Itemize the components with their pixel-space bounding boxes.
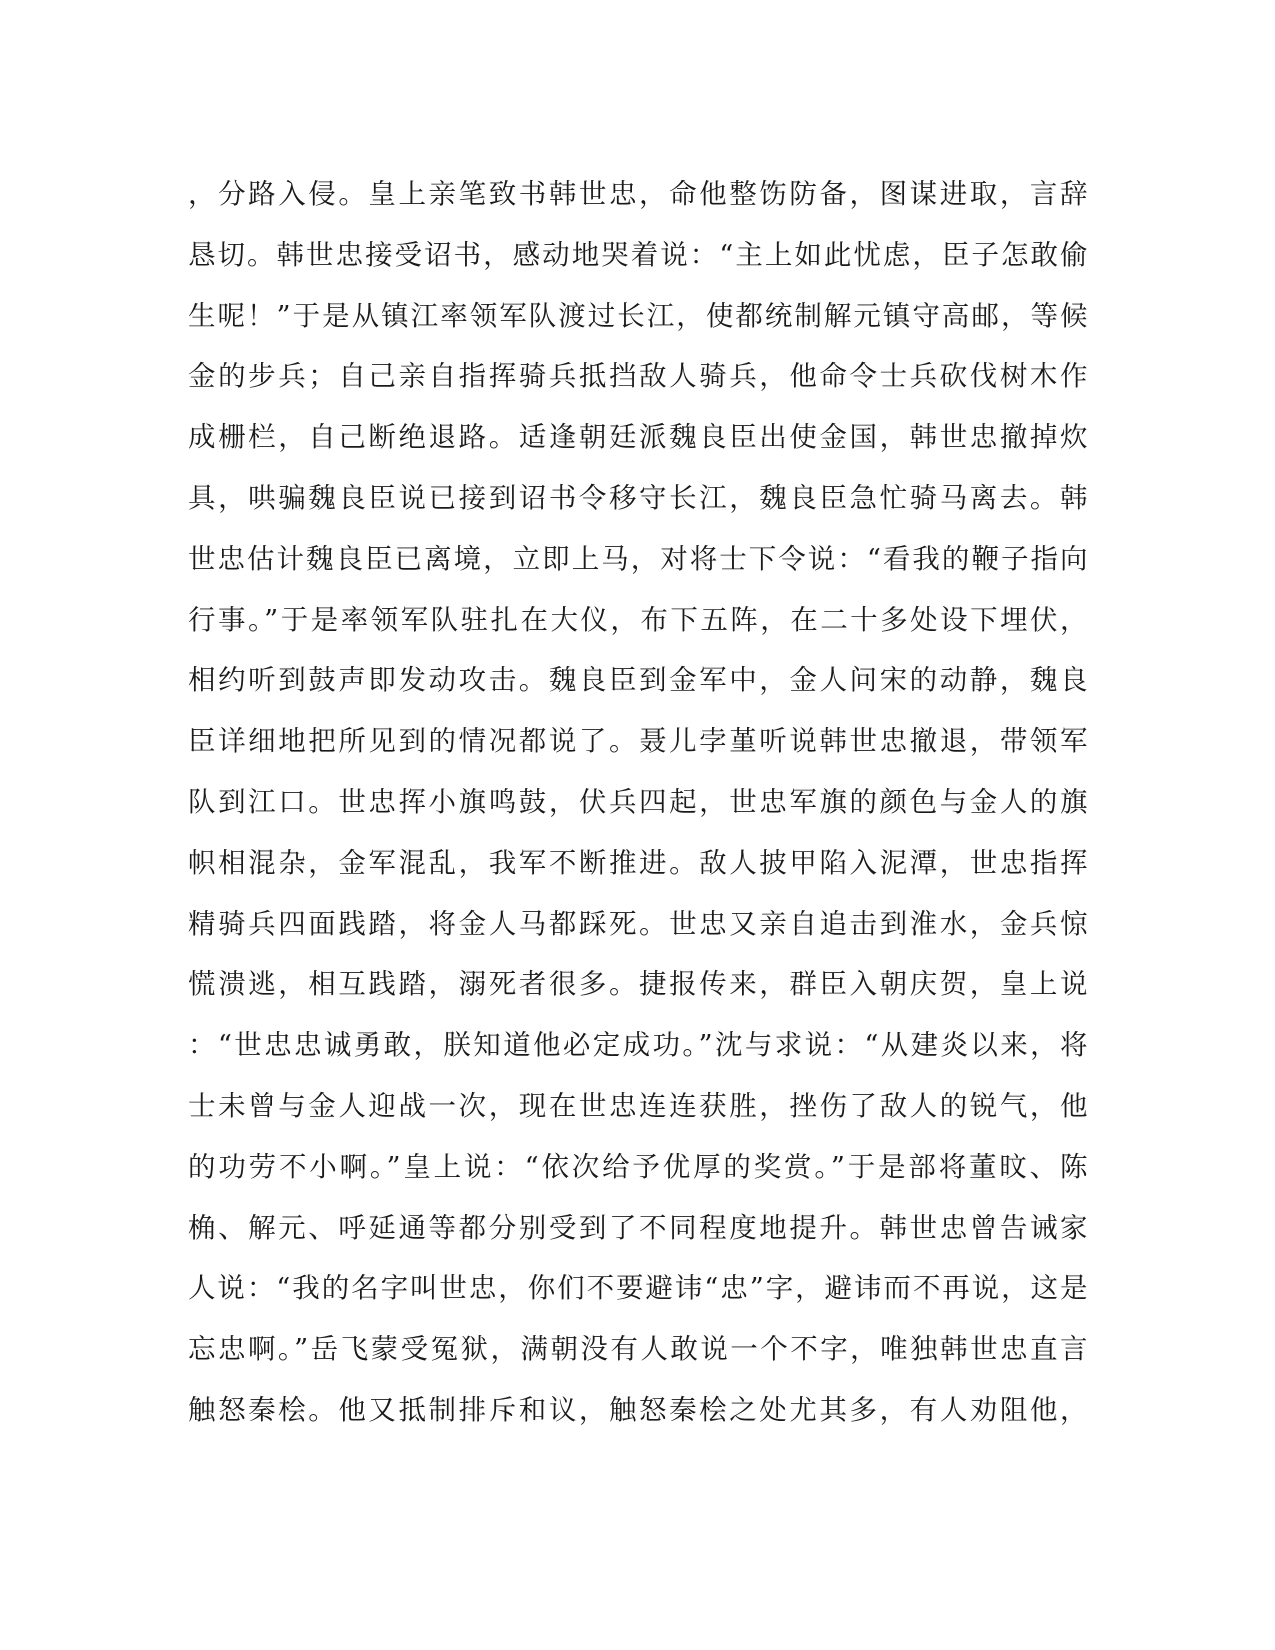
text-line: 行事。”于是率领军队驻扎在大仪，布下五阵，在二十多处设下埋伏， [188,603,1088,636]
text-line: 精骑兵四面践踏，将金人马都踩死。世忠又亲自追击到淮水，金兵惊 [188,907,1088,940]
text-line: 帜相混杂，金军混乱，我军不断推进。敌人披甲陷入泥潭，世忠指挥 [188,846,1088,879]
text-line: 忘忠啊。”岳飞蒙受冤狱，满朝没有人敢说一个不字，唯独韩世忠直言 [188,1333,1088,1366]
text-line: 成栅栏，自己断绝退路。适逢朝廷派魏良臣出使金国，韩世忠撤掉炊 [188,421,1088,454]
text-line: 士未曾与金人迎战一次，现在世忠连连获胜，挫伤了敌人的锐气，他 [188,1089,1088,1122]
text-line: 臣详细地把所见到的情况都说了。聂儿孛堇听说韩世忠撤退，带领军 [188,725,1088,758]
text-line: 生呢！”于是从镇江率领军队渡过长江，使都统制解元镇守高邮，等候 [188,299,1088,332]
text-line: 慌溃逃，相互践踏，溺死者很多。捷报传来，群臣入朝庆贺，皇上说 [188,968,1088,1001]
text-line: 金的步兵；自己亲自指挥骑兵抵挡敌人骑兵，他命令士兵砍伐树木作 [188,360,1088,393]
text-line: 的功劳不小啊。”皇上说：“依次给予优厚的奖赏。”于是部将董旼、陈 [188,1150,1088,1183]
text-line: 相约听到鼓声即发动攻击。魏良臣到金军中，金人问宋的动静，魏良 [188,664,1088,697]
text-line: 触怒秦桧。他又抵制排斥和议，触怒秦桧之处尤其多，有人劝阻他， [188,1393,1088,1426]
text-line: 具，哄骗魏良臣说已接到诏书令移守长江，魏良臣急忙骑马离去。韩 [188,481,1088,514]
text-line: 桷、解元、呼延通等都分别受到了不同程度地提升。韩世忠曾告诫家 [188,1211,1088,1244]
body-text [188,164,1088,1441]
text-line: ，分路入侵。皇上亲笔致书韩世忠，命他整饬防备，图谋进取，言辞 [188,178,1088,210]
text-line: ：“世忠忠诚勇敢，朕知道他必定成功。”沈与求说：“从建炎以来，将 [188,1029,1088,1062]
text-line: 队到江口。世忠挥小旗鸣鼓，伏兵四起，世忠军旗的颜色与金人的旗 [188,785,1088,818]
text-line: 人说：“我的名字叫世忠，你们不要避讳“忠”字，避讳而不再说，这是 [188,1272,1088,1305]
text-line: 恳切。韩世忠接受诏书，感动地哭着说：“主上如此忧虑，臣子怎敢偷 [188,238,1088,271]
text-line: 世忠估计魏良臣已离境，立即上马，对将士下令说：“看我的鞭子指向 [188,542,1088,575]
